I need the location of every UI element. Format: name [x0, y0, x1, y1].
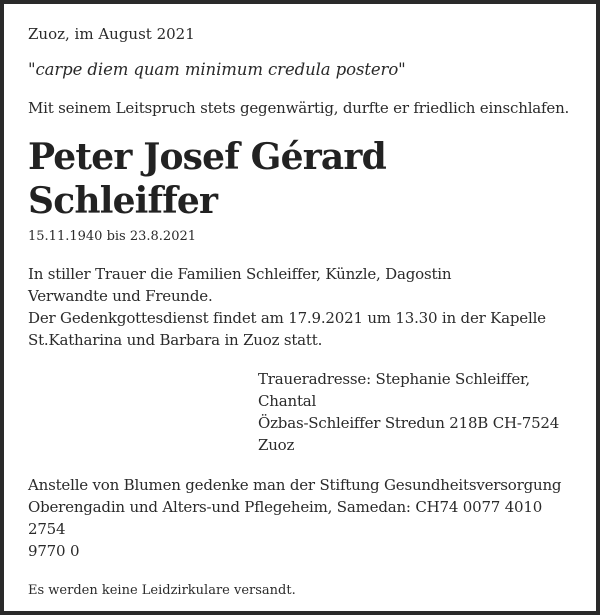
- motto-quote: "carpe diem quam minimum credula postero": [28, 60, 406, 79]
- service-line: St.Katharina und Barbara in Zuoz statt.: [28, 331, 323, 349]
- mourners-line: In stiller Trauer die Familien Schleiffer, Künzle, Dagostin: [28, 265, 452, 283]
- place-date: Zuoz, im August 2021: [28, 25, 195, 43]
- mourners-line: Verwandte und Freunde.: [28, 287, 213, 305]
- service-line: Der Gedenkgottesdienst findet am 17.9.2021 um 13.30 in der Kapelle: [28, 309, 546, 327]
- deceased-name-line2: Schleiffer: [28, 180, 218, 222]
- address-line: Özbas-Schleiffer Stredun 218B CH-7524: [258, 414, 560, 432]
- deceased-name-line1: Peter Josef Gérard: [28, 136, 386, 178]
- address-line: Traueradresse: Stephanie Schleiffer, Chantal: [258, 370, 530, 410]
- donation-line: 9770 0: [28, 542, 80, 560]
- footer-note: Es werden keine Leidzirkulare versandt.: [28, 583, 296, 598]
- mourners-paragraph: [28, 263, 573, 351]
- address-line: Zuoz: [258, 436, 295, 454]
- deceased-name: [28, 135, 573, 223]
- mourning-address: [258, 368, 568, 456]
- intro-text: Mit seinem Leitspruch stets gegenwärtig, durfte er friedlich einschlafen.: [28, 99, 570, 117]
- donation-paragraph: [28, 474, 573, 562]
- donation-line: Oberengadin und Alters-und Pflegeheim, Samedan: CH74 0077 4010 2754: [28, 498, 543, 538]
- life-dates: 15.11.1940 bis 23.8.2021: [28, 229, 197, 244]
- obituary-notice: [28, 24, 573, 600]
- donation-line: Anstelle von Blumen gedenke man der Stiftung Gesundheitsversorgung: [28, 476, 562, 494]
